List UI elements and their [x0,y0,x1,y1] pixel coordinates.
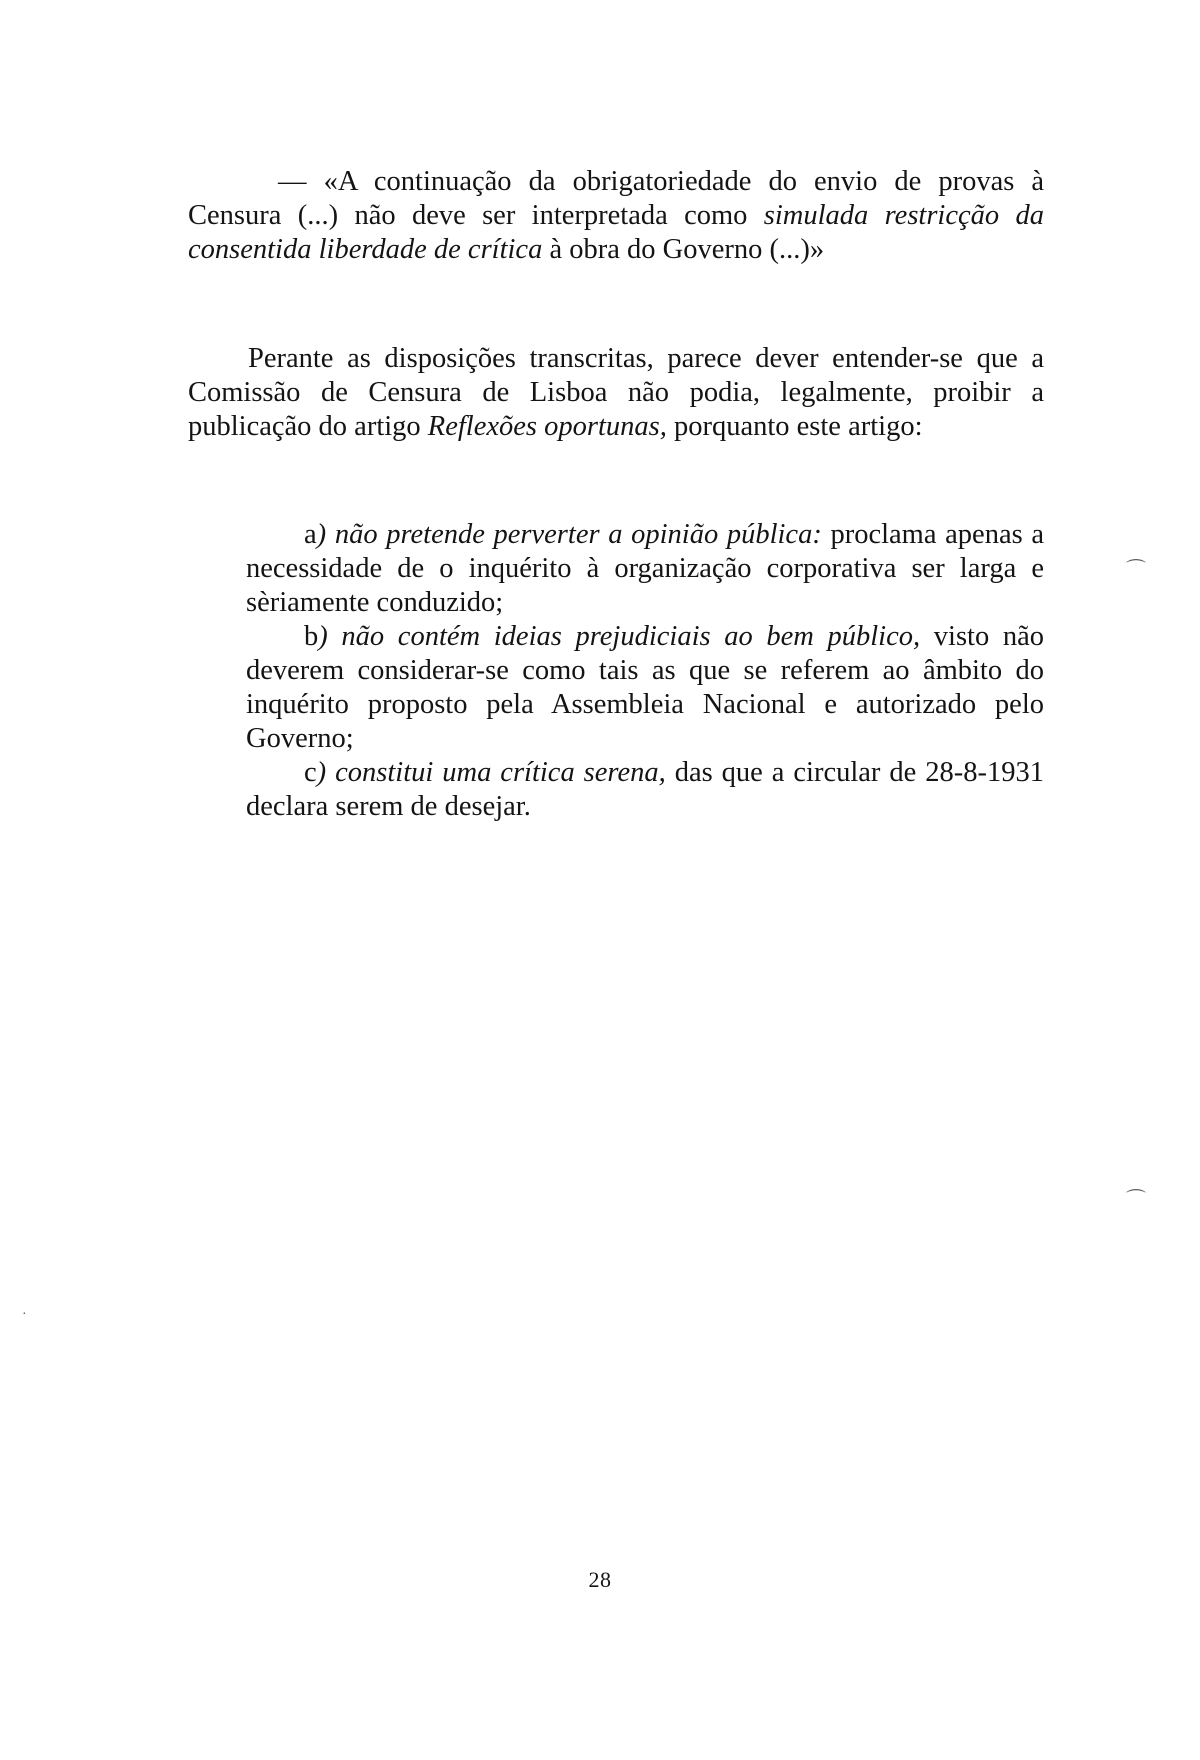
quote-paragraph [188,165,1044,267]
quote-text-start: «A continuação da obrigatoriedade do envio de provas à Censura (...) não deve ser interpretada como [188,166,1045,231]
intro-article-title: Reflexões oportunas, [427,411,667,442]
page-number: 28 [588,1567,612,1592]
scan-mark: · [22,1307,27,1322]
intro-text-start: Perante as disposições transcritas, parece dever entender-se que a Comissão de Censura de Lisboa não podia, legalmente, proibir a publicação do artigo [188,343,1044,442]
item-c-italic: constitui uma crítica serena, [335,757,666,788]
item-b-marker: b [304,621,319,652]
item-c-text: das que a circular de 28-8-1931 declara serem de desejar. [246,757,1044,822]
item-b-text: visto não deverem considerar-se como tais as que se referem ao âmbito do inquérito proposto pela Assembleia Nacional e autorizado pelo Governo; [246,621,1045,754]
intro-text-end: porquanto este artigo: [666,411,923,442]
item-b-italic: não contém ideias prejudiciais ao bem público, [341,621,921,652]
list-item [246,620,1044,756]
item-a-paren: ) [316,519,327,550]
quote-dash: — [278,166,324,197]
scan-mark: ⌒ [1126,1189,1146,1211]
item-a-marker: a [304,519,317,550]
item-a-text: proclama apenas a necessidade de o inquérito à organização corporativa ser larga e sèriamente conduzido; [246,519,1044,618]
intro-paragraph [188,342,1044,444]
list-item [246,518,1044,620]
quote-italic-phrase: simulada restricção da consentida liberdade de crítica [188,200,1044,265]
item-c-paren: ) [316,757,327,788]
item-c-marker: c [304,757,317,788]
list-item [246,756,1044,824]
quote-text-end: à obra do Governo (...)» [542,234,825,265]
item-a-italic: não pretende perverter a opinião pública: [334,519,822,550]
item-list [246,518,1044,824]
scan-mark: ⌒ [1126,559,1146,581]
item-b-paren: ) [318,621,328,652]
